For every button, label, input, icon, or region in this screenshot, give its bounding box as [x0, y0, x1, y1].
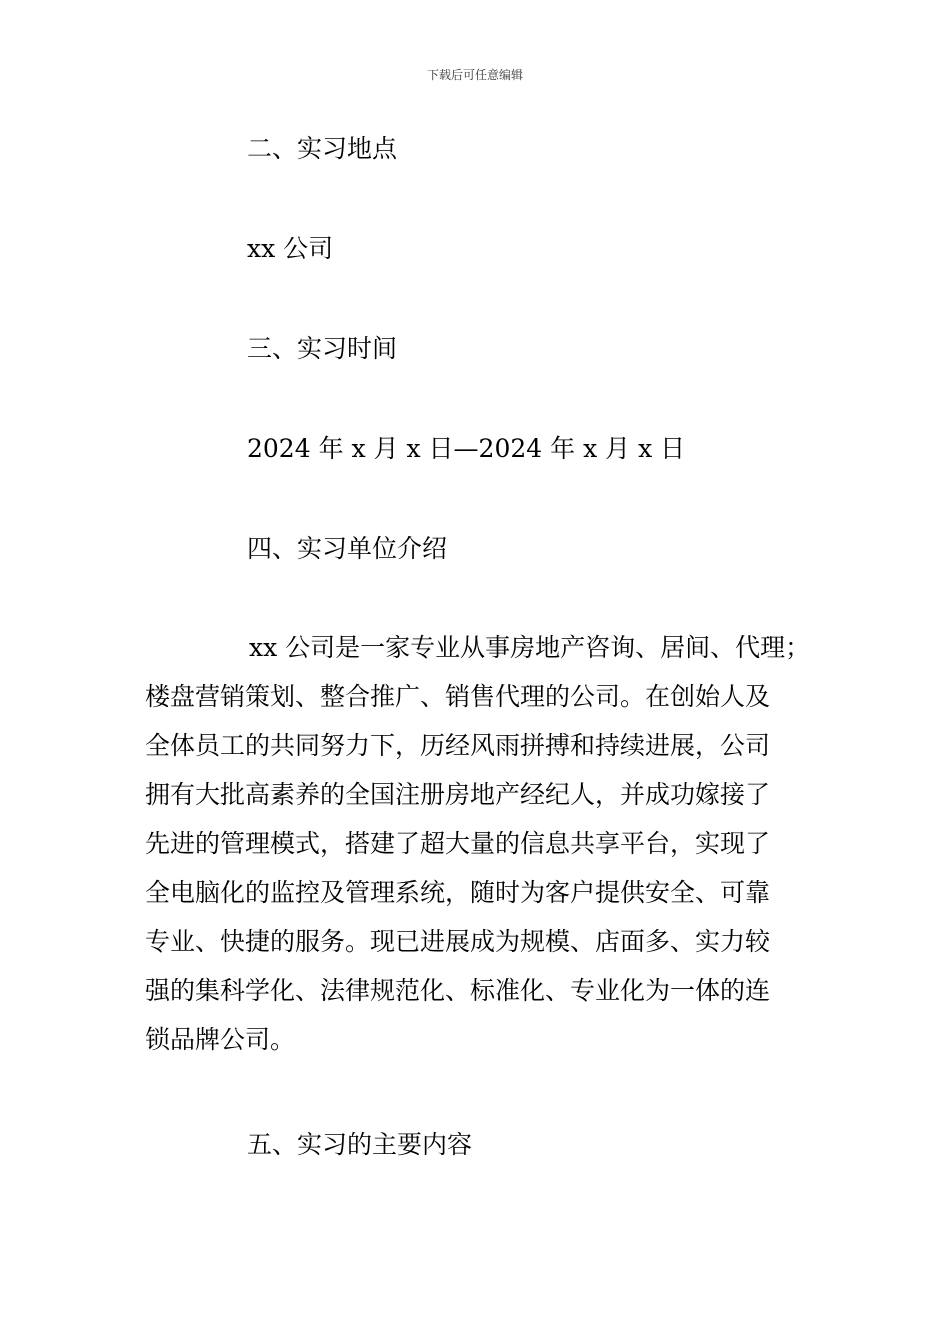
paragraph-line: 拥有大批高素养的全国注册房地产经纪人，并成功嫁接了 [145, 780, 771, 809]
paragraph-line: 先进的管理模式，搭建了超大量的信息共享平台，实现了 [145, 829, 771, 858]
section-heading-content: 五、实习的主要内容 [247, 1130, 473, 1159]
time-value: 2024 年 x 月 x 日—2024 年 x 月 x 日 [247, 434, 686, 463]
location-value: xx 公司 [247, 234, 334, 263]
paragraph-line: 楼盘营销策划、整合推广、销售代理的公司。在创始人及 [145, 682, 771, 711]
unit-intro-paragraph [145, 628, 835, 1069]
section-heading-location: 二、实习地点 [247, 134, 398, 163]
page-header-note: 下载后可任意编辑 [426, 68, 523, 82]
paragraph-line: 强的集科学化、法律规范化、标准化、专业化为一体的连 [145, 976, 771, 1005]
paragraph-line: xx 公司是一家专业从事房地产咨询、居间、代理； [249, 633, 811, 662]
paragraph-line: 专业、快捷的服务。现已进展成为规模、店面多、实力较 [145, 927, 771, 956]
paragraph-line: 全电脑化的监控及管理系统，随时为客户提供安全、可靠 [145, 878, 771, 907]
paragraph-line: 锁品牌公司。 [145, 1025, 296, 1054]
section-heading-unit: 四、实习单位介绍 [247, 534, 448, 563]
paragraph-line: 全体员工的共同努力下，历经风雨拼搏和持续进展，公司 [145, 731, 771, 760]
section-heading-time: 三、实习时间 [247, 334, 398, 363]
